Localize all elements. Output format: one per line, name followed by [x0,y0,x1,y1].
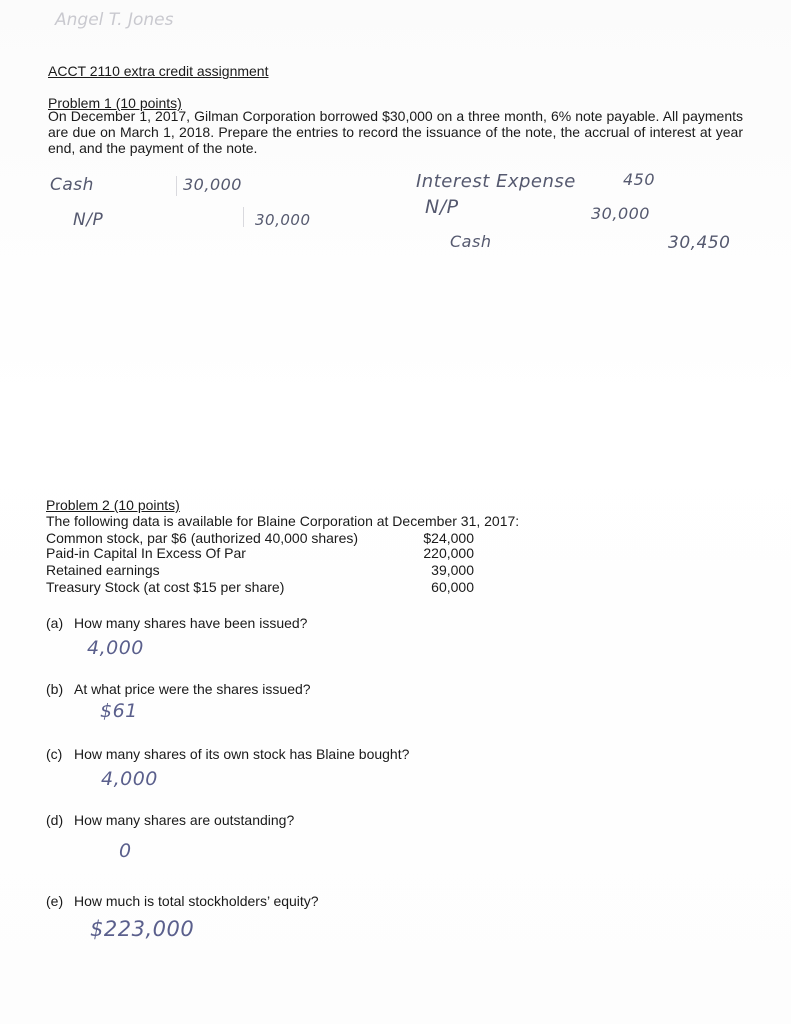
problem2-intro: The following data is available for Blaine Corporation at December 31, 2017: [46,513,520,529]
question-text: How many shares have been issued? [74,615,308,631]
data-row-amount: 60,000 [431,579,474,595]
ledger-line [176,176,177,196]
data-row-amount: $24,000 [423,530,474,546]
answer-c: 4,000 [101,768,158,790]
entry1-debit-account: Cash [50,175,94,195]
question-text: How many shares are outstanding? [74,812,295,828]
entry2-credit-account: Cash [450,232,492,251]
question-text: At what price were the shares issued? [74,681,311,697]
answer-d: 0 [119,840,132,862]
answer-a: 4,000 [87,637,144,659]
answer-b: $61 [100,700,138,722]
question-b [46,681,311,697]
data-row-label: Common stock, par $6 (authorized 40,000 shares) [46,530,359,546]
entry1-credit-amount: 30,000 [255,211,311,229]
data-row-label: Treasury Stock (at cost $15 per share) [46,579,285,595]
student-name: Angel T. Jones [55,10,174,30]
question-letter: (b) [46,681,64,697]
entry2-debit-account: Interest Expense [416,171,576,192]
entry2-debit-amount-2: 30,000 [591,204,650,223]
question-text: How many shares of its own stock has Blaine bought? [74,746,410,762]
data-row-amount: 220,000 [423,545,474,561]
entry2-debit-account-2: N/P [425,196,459,218]
entry2-debit-amount: 450 [623,170,656,189]
question-letter: (d) [46,812,64,828]
answer-e: $223,000 [90,917,195,941]
problem1-heading: Problem 1 (10 points) [48,95,182,111]
entry1-credit-account: N/P [73,210,104,230]
data-row-label: Retained earnings [46,562,160,578]
question-d [46,812,294,828]
question-letter: (e) [46,893,64,909]
data-row-amount: 39,000 [431,562,474,578]
problem2-heading: Problem 2 (10 points) [46,497,180,513]
data-row-label: Paid-in Capital In Excess Of Par [46,545,246,561]
question-letter: (c) [46,746,63,762]
problem1-text: On December 1, 2017, Gilman Corporation borrowed $30,000 on a three month, 6% note payable. All payments are due on March 1, 2018. Prepare the entries to record the issuance of the note, the accrual of interest at year end, and the payment of the note. [48,108,743,156]
assignment-title: ACCT 2110 extra credit assignment [48,63,269,79]
question-letter: (a) [46,615,64,631]
question-text: How much is total stockholders’ equity? [74,893,319,909]
ledger-line [243,207,244,227]
question-a [46,615,307,631]
question-e [46,893,319,909]
entry1-debit-amount: 30,000 [183,175,242,194]
entry2-credit-amount: 30,450 [668,233,731,253]
question-c [46,746,409,762]
